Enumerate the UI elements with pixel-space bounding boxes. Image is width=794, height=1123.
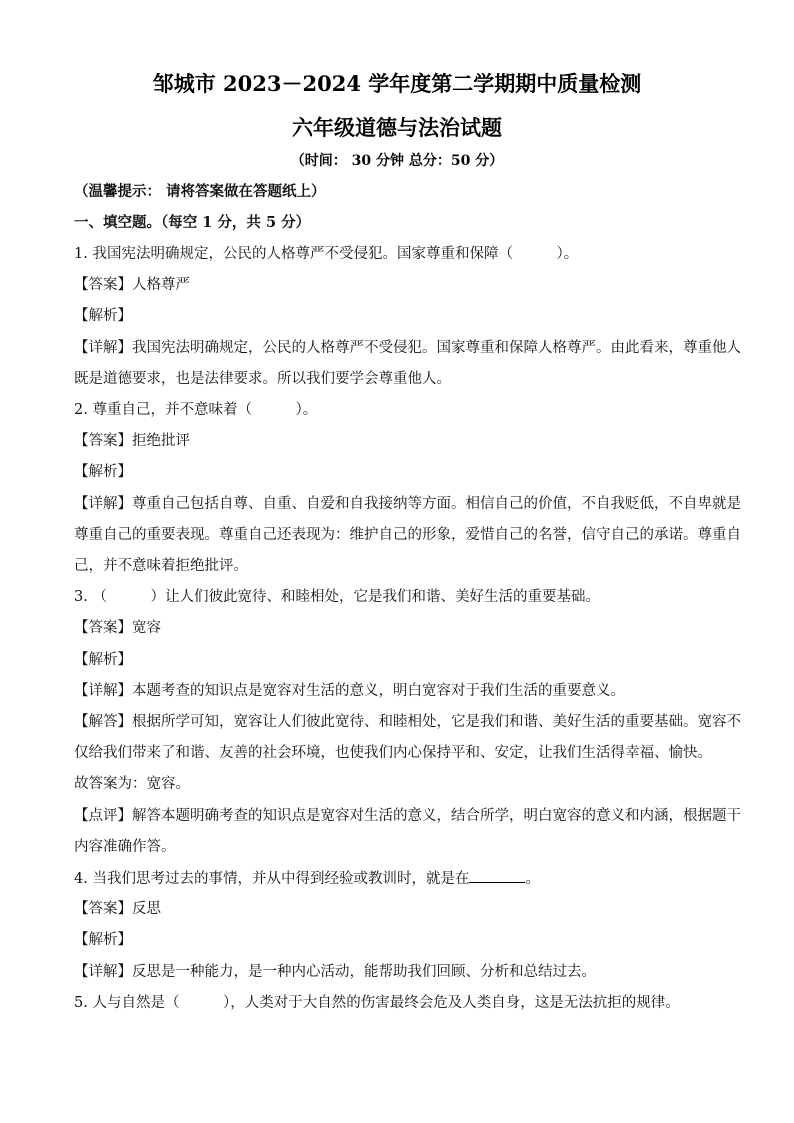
detail-3: 【详解】本题考查的知识点是宽容对生活的意义，明白宽容对于我们生活的重要意义。 [74, 683, 625, 699]
solution-3-line-3: 故答案为：宽容。 [74, 776, 190, 792]
analysis-1: 【解析】 [74, 308, 132, 324]
document-subtitle: 六年级道德与法治试题 [292, 115, 502, 140]
section-heading: 一、填空题。（每空 1 分，共 5 分） [74, 214, 311, 231]
tip-line: （温馨提示： 请将答案做在答题纸上） [74, 183, 326, 200]
question-4-end: 。 [525, 871, 540, 887]
answer-2: 【答案】拒绝批评 [74, 433, 190, 449]
analysis-3: 【解析】 [74, 652, 132, 668]
answer-1: 【答案】人格尊严 [74, 277, 190, 293]
detail-1-line-2: 既是道德要求，也是法律要求。所以我们要学会尊重他人。 [74, 371, 451, 387]
question-2: 2. 尊重自己，并不意味着（ ）。 [74, 402, 318, 418]
answer-blank [469, 868, 525, 883]
comment-3-line-2: 内容准确作答。 [74, 839, 176, 855]
question-5: 5. 人与自然是（ ），人类对于大自然的伤害最终会危及人类自身，这是无法抗拒的规律。 [74, 995, 680, 1011]
solution-3-line-2: 仅给我们带来了和谐、友善的社会环境，也使我们内心保持平和、安定，让我们生活得幸福、愉快。 [74, 745, 712, 761]
analysis-4: 【解析】 [74, 932, 132, 948]
document-title: 邹城市 2023－2024 学年度第二学期期中质量检测 [152, 71, 642, 96]
question-4-text: 4. 当我们思考过去的事情，并从中得到经验或教训时，就是在 [74, 871, 470, 887]
answer-3: 【答案】宽容 [74, 620, 161, 636]
detail-1-line-1: 【详解】我国宪法明确规定，公民的人格尊严不受侵犯。国家尊重和保障人格尊严。由此看来，尊重他人 [74, 340, 741, 356]
question-3: 3. （ ）让人们彼此宽待、和睦相处，它是我们和谐、美好生活的重要基础。 [74, 589, 600, 605]
exam-meta: （时间： 30 分钟 总分：50 分） [290, 153, 504, 169]
answer-4: 【答案】反思 [74, 901, 161, 917]
solution-3-line-1: 【解答】根据所学可知，宽容让人们彼此宽待、和睦相处，它是我们和谐、美好生活的重要基础。宽容不 [74, 714, 741, 730]
analysis-2: 【解析】 [74, 464, 132, 480]
detail-2-line-1: 【详解】尊重自己包括自尊、自重、自爱和自我接纳等方面。相信自己的价值，不自我贬低，不自卑就是 [74, 496, 741, 512]
question-1: 1. 我国宪法明确规定，公民的人格尊严不受侵犯。国家尊重和保障（ ）。 [74, 246, 579, 262]
comment-3-line-1: 【点评】解答本题明确考查的知识点是宽容对生活的意义，结合所学，明白宽容的意义和内涵，根据题干 [74, 808, 741, 824]
detail-4: 【详解】反思是一种能力，是一种内心活动，能帮助我们回顾、分析和总结过去。 [74, 964, 596, 980]
detail-2-line-3: 己，并不意味着拒绝批评。 [74, 558, 248, 574]
detail-2-line-2: 尊重自己的重要表现。尊重自己还表现为：维护自己的形象，爱惜自己的名誉，信守自己的承诺。尊重自 [74, 527, 741, 543]
question-4 [74, 868, 540, 889]
